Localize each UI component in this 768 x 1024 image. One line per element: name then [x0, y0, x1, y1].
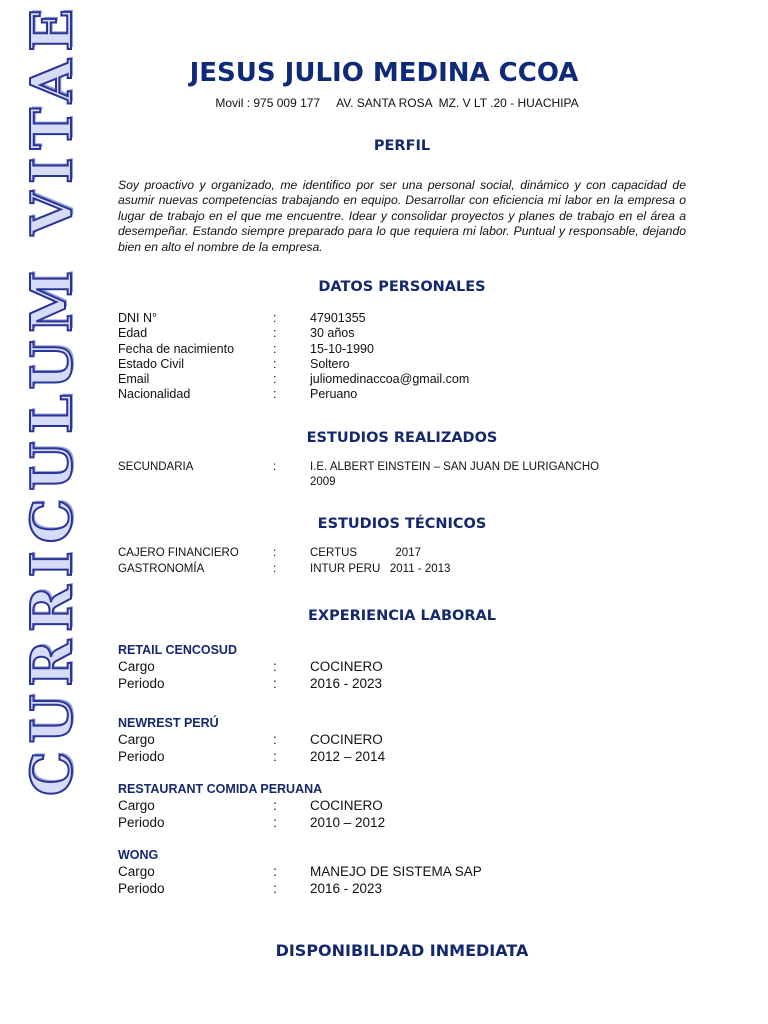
- studies-title: ESTUDIOS REALIZADOS: [306, 430, 498, 446]
- row-separator: :: [273, 864, 277, 879]
- company-name: NEWREST PERÚ: [118, 716, 219, 730]
- technical-row: [118, 563, 718, 579]
- experience-title: EXPERIENCIA LABORAL: [308, 608, 496, 624]
- job-row: [118, 864, 718, 881]
- job-position: COCINERO: [310, 798, 383, 813]
- contact-line: Movil : 975 009 177 AV. SANTA ROSA MZ. V LT .20 - HUACHIPA: [215, 96, 579, 110]
- personal-row: [118, 387, 718, 403]
- row-separator: :: [273, 372, 277, 386]
- technical-title: ESTUDIOS TÉCNICOS: [317, 516, 487, 532]
- row-label: CAJERO FINANCIERO: [118, 547, 239, 559]
- row-label: GASTRONOMÍA: [118, 563, 205, 575]
- row-separator: :: [273, 815, 277, 830]
- row-value: 30 años: [310, 326, 355, 340]
- row-label: Edad: [118, 326, 148, 340]
- row-value: CERTUS 2017: [310, 547, 421, 559]
- job-position: MANEJO DE SISTEMA SAP: [310, 864, 482, 879]
- personal-row: [118, 372, 718, 388]
- row-separator: :: [273, 461, 277, 473]
- job-row: [118, 749, 718, 766]
- row-separator: :: [273, 311, 277, 325]
- personal-row: [118, 311, 718, 327]
- studies-year-row: [118, 476, 718, 492]
- profile-title: PERFIL: [373, 138, 431, 154]
- personal-row: [118, 326, 718, 342]
- row-value: INTUR PERU 2011 - 2013: [310, 563, 451, 575]
- personal-title: DATOS PERSONALES: [318, 279, 486, 295]
- row-label: Cargo: [118, 798, 155, 813]
- job-period: 2016 - 2023: [310, 676, 383, 691]
- job-period: 2012 – 2014: [310, 749, 386, 764]
- job-position: COCINERO: [310, 732, 383, 747]
- availability-footer: DISPONIBILIDAD INMEDIATA: [275, 941, 529, 960]
- studies-row: [118, 461, 718, 477]
- company-name: WONG: [118, 848, 159, 862]
- personal-row: [118, 357, 718, 373]
- row-label: DNI N°: [118, 311, 158, 325]
- side-title-text: CURRICULUM VITAE: [19, 0, 85, 796]
- row-separator: :: [273, 659, 277, 674]
- row-separator: :: [273, 387, 277, 401]
- row-label: Periodo: [118, 815, 165, 830]
- row-separator: :: [273, 732, 277, 747]
- row-label: Fecha de nacimiento: [118, 342, 235, 356]
- school-year: 2009: [310, 476, 336, 488]
- row-separator: :: [273, 326, 277, 340]
- row-separator: :: [273, 563, 277, 575]
- job-position: COCINERO: [310, 659, 383, 674]
- job-period: 2010 – 2012: [310, 815, 386, 830]
- row-label: Email: [118, 372, 150, 386]
- job-row: [118, 676, 718, 693]
- row-label: SECUNDARIA: [118, 461, 194, 473]
- row-value: Soltero: [310, 357, 350, 371]
- row-separator: :: [273, 357, 277, 371]
- row-separator: :: [273, 798, 277, 813]
- email-value: juliomedinaccoa@gmail.com: [310, 372, 470, 386]
- job-row: [118, 798, 718, 815]
- job-row: [118, 732, 718, 749]
- row-label: Cargo: [118, 864, 155, 879]
- company-name: RESTAURANT COMIDA PERUANA: [118, 782, 323, 796]
- job-row: [118, 659, 718, 676]
- row-label: Nacionalidad: [118, 387, 191, 401]
- row-label: Periodo: [118, 676, 165, 691]
- job-period: 2016 - 2023: [310, 881, 383, 896]
- job-row: [118, 881, 718, 898]
- row-value: 47901355: [310, 311, 366, 325]
- company-name: RETAIL CENCOSUD: [118, 643, 237, 657]
- row-label: Cargo: [118, 659, 155, 674]
- row-value: Peruano: [310, 387, 358, 401]
- profile-text: Soy proactivo y organizado, me identifico por ser una personal social, dinámico y con capacidad de asumir nuevas competencias trabajando en equipo. Desarrollar con eficiencia mi labor en la empresa o lugar de trabajo en el que me encuentre. Idear y consolidar proyectos y planes de trabajo en el área a desempeñar. Estando siempre preparado para lo que requiera mi labor. Puntual y responsable, dejando bien en alto el nombre de la empresa.: [118, 178, 686, 254]
- row-separator: :: [273, 342, 277, 356]
- row-separator: :: [273, 749, 277, 764]
- row-separator: :: [273, 547, 277, 559]
- row-separator: :: [273, 676, 277, 691]
- technical-row: [118, 547, 718, 563]
- school-name: I.E. ALBERT EINSTEIN – SAN JUAN DE LURIGANCHO: [310, 461, 600, 473]
- candidate-name: JESUS JULIO MEDINA CCOA: [189, 58, 579, 88]
- row-label: Periodo: [118, 749, 165, 764]
- row-separator: :: [273, 881, 277, 896]
- job-row: [118, 815, 718, 832]
- row-value: 15-10-1990: [310, 342, 374, 356]
- row-label: Periodo: [118, 881, 165, 896]
- row-label: Cargo: [118, 732, 155, 747]
- personal-row: [118, 342, 718, 358]
- row-label: Estado Civil: [118, 357, 184, 371]
